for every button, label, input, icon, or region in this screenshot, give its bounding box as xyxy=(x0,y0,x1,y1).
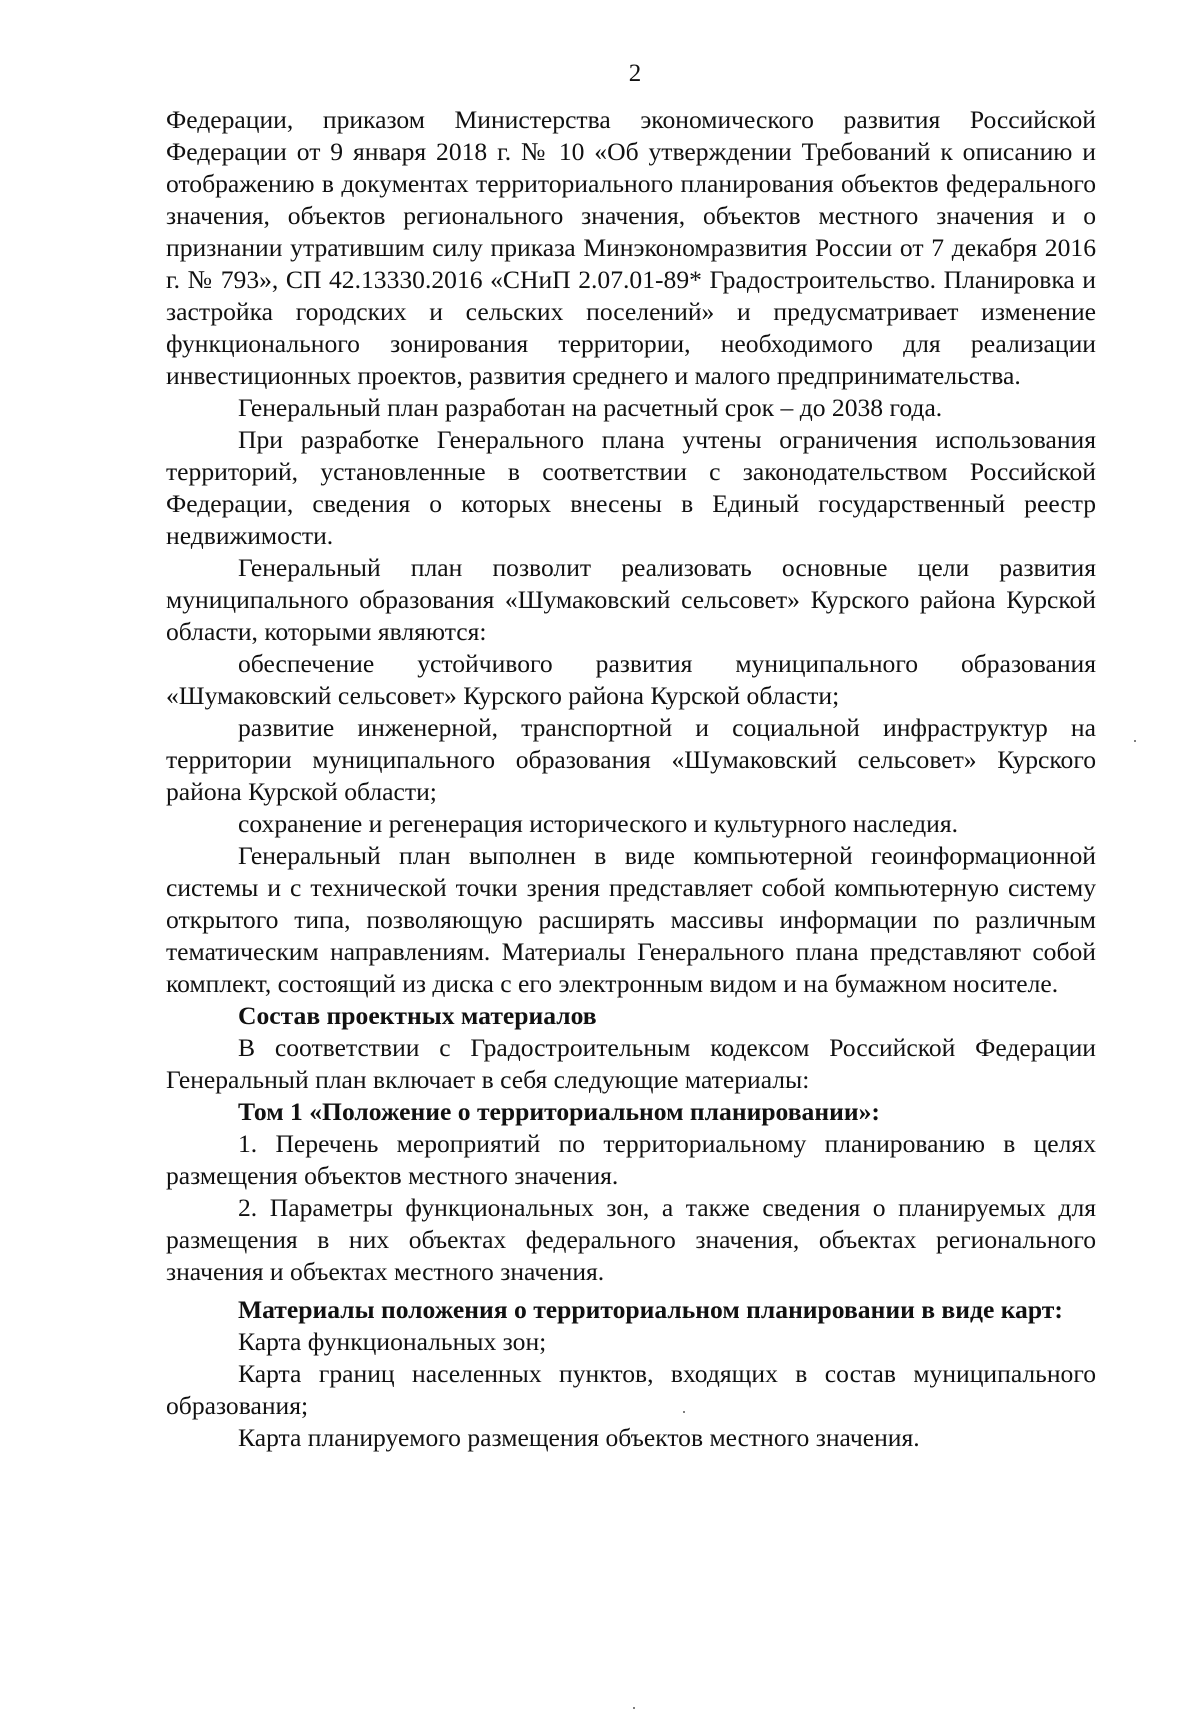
document-body xyxy=(166,104,1096,1454)
section-heading-project-materials: Состав проектных материалов xyxy=(238,1001,597,1030)
paragraph-continuation: Федерации, приказом Министерства экономического развития Российской Федерации от 9 января 2018 г. № 10 «Об утверждении Требований к описанию и отображению в документах территориального планирования объектов федерального значения, объектов регионального значения, объектов местного значения и о признании утратившим силу приказа Минэкономразвития России от 7 декабря 2016 г. № 793», СП 42.13330.2016 «СНиП 2.07.01-89* Градостроительство. Планировка и застройка городских и сельских поселений» и предусматривает изменение функционального зонирования территории, необходимого для реализации инвестиционных проектов, развития среднего и малого предпринимательства. xyxy=(166,105,1096,390)
paragraph-materials-intro: В соответствии с Градостроительным кодексом Российской Федерации Генеральный план включает в себя следующие материалы: xyxy=(166,1033,1096,1094)
maps-heading: Материалы положения о территориальном планировании в виде карт: xyxy=(238,1295,1063,1324)
goal-item-sustainable-development: обеспечение устойчивого развития муниципального образования «Шумаковский сельсовет» Курского района Курской области; xyxy=(166,649,1096,710)
paragraph-timeframe: Генеральный план разработан на расчетный срок – до 2038 года. xyxy=(238,393,943,422)
volume1-heading: Том 1 «Положение о территориальном планировании»: xyxy=(238,1097,880,1126)
goal-item-infrastructure: развитие инженерной, транспортной и социальной инфраструктур на территории муниципального образования «Шумаковский сельсовет» Курского района Курской области; xyxy=(166,713,1096,806)
map-item-functional-zones: Карта функциональных зон; xyxy=(238,1327,547,1356)
goal-item-heritage: сохранение и регенерация исторического и культурного наследия. xyxy=(238,809,959,838)
map-item-local-objects: Карта планируемого размещения объектов местного значения. xyxy=(238,1423,920,1452)
scan-speck xyxy=(683,1411,685,1413)
scan-speck xyxy=(633,1707,635,1709)
paragraph-gis-system: Генеральный план выполнен в виде компьютерной геоинформационной системы и с технической точки зрения представляет собой компьютерную систему открытого типа, позволяющую расширять массивы информации по различным тематическим направлениям. Материалы Генерального плана представляют собой комплект, состоящий из диска с его электронным видом и на бумажном носителе. xyxy=(166,841,1096,998)
page-number: 2 xyxy=(628,60,642,87)
map-item-settlement-borders: Карта границ населенных пунктов, входящих в состав муниципального образования; xyxy=(166,1359,1096,1420)
scan-speck xyxy=(1134,740,1136,742)
volume1-item-2: 2. Параметры функциональных зон, а также сведения о планируемых для размещения в них объектах федерального значения, объектах регионального значения и объектах местного значения. xyxy=(166,1193,1096,1286)
volume1-item-1: 1. Перечень мероприятий по территориальному планированию в целях размещения объектов местного значения. xyxy=(166,1129,1096,1190)
paragraph-goals-intro: Генеральный план позволит реализовать основные цели развития муниципального образования «Шумаковский сельсовет» Курского района Курской области, которыми являются: xyxy=(166,553,1096,646)
paragraph-restrictions: При разработке Генерального плана учтены ограничения использования территорий, установленные в соответствии с законодательством Российской Федерации, сведения о которых внесены в Единый государственный реестр недвижимости. xyxy=(166,425,1096,550)
